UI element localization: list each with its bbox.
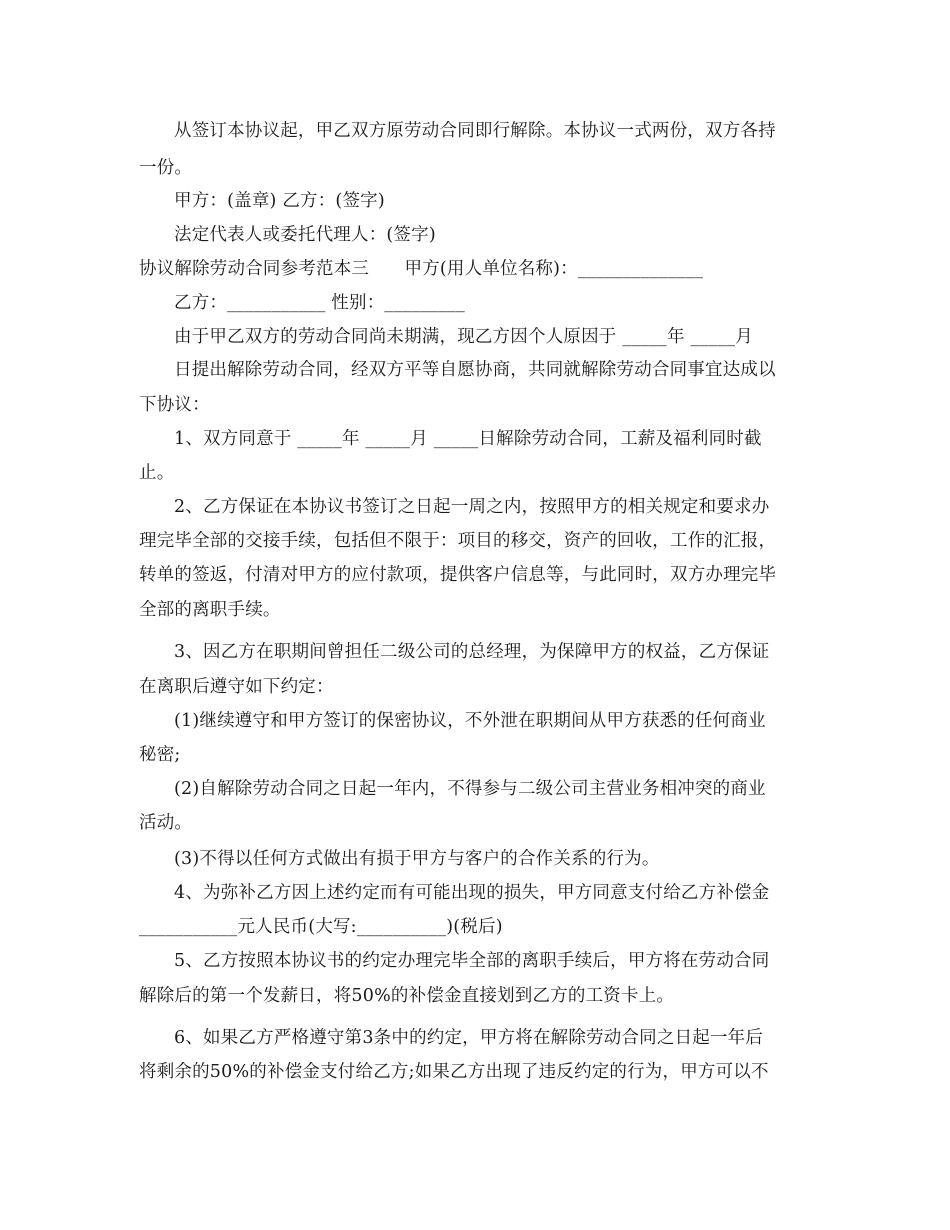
paragraph-line: 一份。 (139, 158, 193, 178)
clause-line: 2、乙方保证在本协议书签订之日起一周之内，按照甲方的相关规定和要求办 (174, 497, 770, 517)
clause-line: 5、乙方按照本协议书的约定办理完毕全部的离职手续后，甲方将在劳动合同 (174, 951, 770, 971)
signature-line: 法定代表人或委托代理人：(签字) (174, 225, 436, 245)
clause-line: (3)不得以任何方式做出有损于甲方与客户的合作关系的行为。 (174, 849, 660, 869)
clause-line: 在离职后遵守如下约定： (139, 677, 334, 697)
paragraph-line: 日提出解除劳动合同，经双方平等自愿协商，共同就解除劳动合同事宜达成以 (174, 360, 776, 380)
clause-line: 全部的离职手续。 (139, 600, 281, 620)
clause-line: ___________元人民币(大写:__________)(税后) (139, 917, 503, 937)
clause-line: 6、如果乙方严格遵守第3条中的约定，甲方将在解除劳动合同之日起一年后 (174, 1028, 764, 1048)
party-line: 乙方：___________ 性别：_________ (174, 293, 465, 313)
clause-line: (2)自解除劳动合同之日起一年内，不得参与二级公司主营业务相冲突的商业 (174, 779, 766, 799)
section-heading: 协议解除劳动合同参考范本三 甲方(用人单位名称)：______________ (139, 259, 704, 279)
clause-line: 止。 (139, 463, 175, 483)
paragraph-line: 下协议： (139, 395, 210, 415)
clause-line: 理完毕全部的交接手续，包括但不限于：项目的移交，资产的回收，工作的汇报， (139, 531, 777, 551)
clause-line: 转单的签返，付清对甲方的应付款项，提供客户信息等，与此同时，双方办理完毕 (139, 565, 777, 585)
clause-line: 将剩余的50%的补偿金支付给乙方;如果乙方出现了违反约定的行为，甲方可以不 (139, 1062, 769, 1082)
paragraph-line: 由于甲乙双方的劳动合同尚未期满，现乙方因个人原因于 _____年 _____月 (174, 327, 753, 347)
signature-line: 甲方：(盖章) 乙方：(签字) (174, 191, 385, 211)
clause-line: 秘密; (139, 745, 181, 765)
clause-line: 1、双方同意于 _____年 _____月 _____日解除劳动合同，工薪及福利同时截 (174, 429, 762, 449)
clause-line: 3、因乙方在职期间曾担任二级公司的总经理，为保障甲方的权益，乙方保证 (174, 642, 770, 662)
clause-line: 活动。 (139, 813, 193, 833)
clause-line: 解除后的第一个发薪日，将50%的补偿金直接划到乙方的工资卡上。 (139, 986, 675, 1006)
clause-line: 4、为弥补乙方因上述约定而有可能出现的损失，甲方同意支付给乙方补偿金 (174, 883, 770, 903)
clause-line: (1)继续遵守和甲方签订的保密协议，不外泄在职期间从甲方获悉的任何商业 (174, 711, 766, 731)
paragraph-line: 从签订本协议起，甲乙双方原劳动合同即行解除。本协议一式两份，双方各持 (174, 121, 776, 141)
